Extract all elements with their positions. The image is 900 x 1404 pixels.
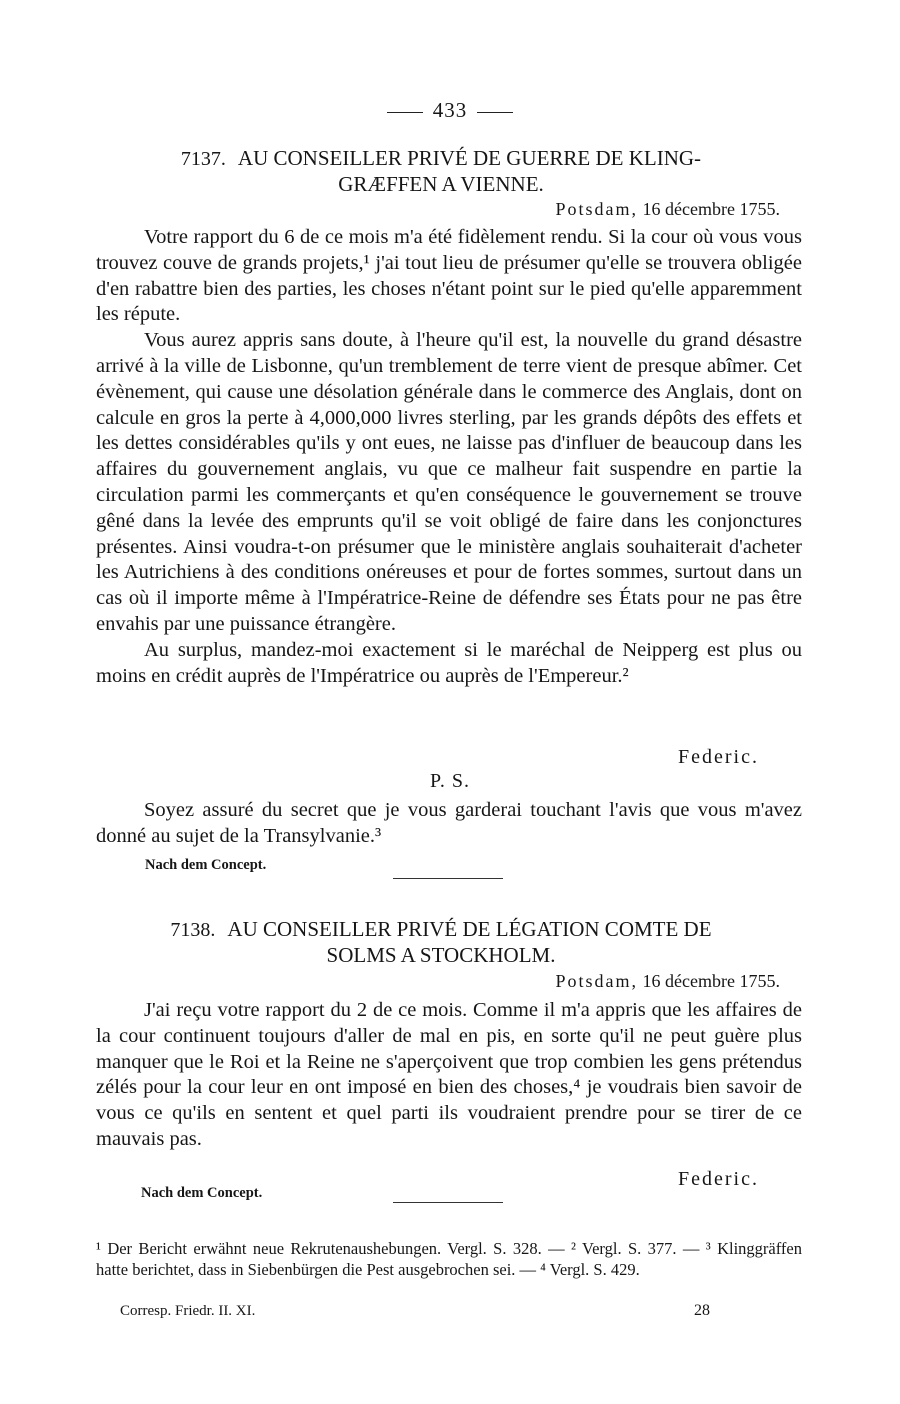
letter-2-number: 7138. [170, 919, 216, 941]
letter-2-place: Potsdam, [555, 971, 639, 991]
dash-right [477, 112, 513, 113]
letter-1-body [96, 225, 802, 689]
letter-2-paragraph-1: J'ai reçu votre rapport du 2 de ce mois. Comme il m'a appris que les affaires de la cour continuent toujours d'aller de mal en pis, en sorte qu'il ne peut guère plus manquer que le Roi et la Reine ne s'aperçoivent que trop combien les gens prétendus zélés pour la cour leur en ont imposé en bien des choses,⁴ je voudrais bien savoir de vous ce qu'ils en sentent et quel parti ils voudraient prendre pour se tirer de ce mauvais pas. [96, 999, 802, 1150]
letter-1-paragraph-2: Vous aurez appris sans doute, à l'heure qu'il est, la nouvelle du grand désastre arrivé à la ville de Lisbonne, qu'un tremblement de terre vient de presque abîmer. Cet évènement, qui cause une désolation générale dans le commerce des Anglais, dont on calcule en gros la perte à 4,000,000 livres sterling, par les grands dépôts des effets et les dettes considérables qu'ils y ont eues, ne laisse pas d'influer de beaucoup dans les affaires du gouvernement anglais, vu que ce malheur fait suspendre en partie la circulation parmi les commerçants et qu'en conséquence le gouvernement se trouve gêné dans la levée des emprunts qu'il se voit obligé de faire dans les conjonctures présentes. Ainsi voudra-t-on présumer que le ministère anglais souhaiterait d'acheter les Autrichiens à des conditions onéreuses et pour de fortes sommes, surtout dans un cas où il importe même à l'Impératrice-Reine de défendre ses États pour ne pas être envahis par une puissance étrangère. [96, 329, 802, 635]
letter-2-body [96, 998, 802, 1153]
letter-1-paragraph-1: Votre rapport du 6 de ce mois m'a été fidèlement rendu. Si la cour où vous vous trouvez couve de grands projets,¹ j'ai tout lieu de présumer qu'elle se trouvera obligée d'en rabattre bien des parties, les choses n'étant point sur le pied qu'elle apparemment les répute. [96, 226, 802, 326]
section-rule-2 [393, 1202, 503, 1203]
footnotes: ¹ Der Bericht erwähnt neue Rekrutenaushebungen. Vergl. S. 328. — ² Vergl. S. 377. — ³ Klinggräffen hatte berichtet, dass in Siebenbürgen die Pest ausgebrochen sei. — ⁴ Vergl. S. 429. [96, 1239, 802, 1279]
letter-2-title-line1: AU CONSEILLER PRIVÉ DE LÉGATION COMTE DE [227, 917, 712, 941]
letter-1-paragraph-3: Au surplus, mandez-moi exactement si le maréchal de Neipperg est plus ou moins en crédit auprès de l'Impératrice ou auprès de l'Empereur.² [96, 638, 802, 687]
letter-1-heading [96, 146, 786, 197]
letter-1-title-line2: GRÆFFEN A VIENNE. [338, 172, 544, 196]
letter-1-title-line1: AU CONSEILLER PRIVÉ DE GUERRE DE KLING- [237, 146, 702, 170]
letter-1-ps-text: Soyez assuré du secret que je vous garderai touchant l'avis que vous m'avez donné au sujet de la Transylvanie.³ [96, 799, 802, 847]
page-number-line [0, 98, 900, 123]
letter-1-dateline [556, 199, 780, 220]
section-rule-1 [393, 878, 503, 879]
letter-1-ps-label: P. S. [429, 770, 471, 792]
letter-1-signature: Federic. [678, 746, 759, 768]
letter-2-source: Nach dem Concept. [141, 1185, 263, 1201]
letter-1-source: Nach dem Concept. [145, 857, 267, 873]
letter-1-number: 7137. [180, 148, 226, 170]
dash-left [387, 112, 423, 113]
footer-signature-mark: 28 [694, 1302, 710, 1319]
letter-1-place: Potsdam, [555, 199, 639, 219]
letter-2-date: 16 décembre 1755. [642, 971, 780, 991]
letter-2-signature: Federic. [678, 1168, 759, 1190]
letter-2-dateline [556, 971, 780, 992]
letter-2-heading [96, 917, 786, 968]
page-number: 433 [432, 98, 468, 122]
footer-source: Corresp. Friedr. II. XI. [120, 1303, 256, 1319]
letter-1-ps-body [96, 798, 802, 850]
letter-2-title-line2: SOLMS A STOCKHOLM. [326, 943, 556, 967]
letter-1-date: 16 décembre 1755. [642, 199, 780, 219]
